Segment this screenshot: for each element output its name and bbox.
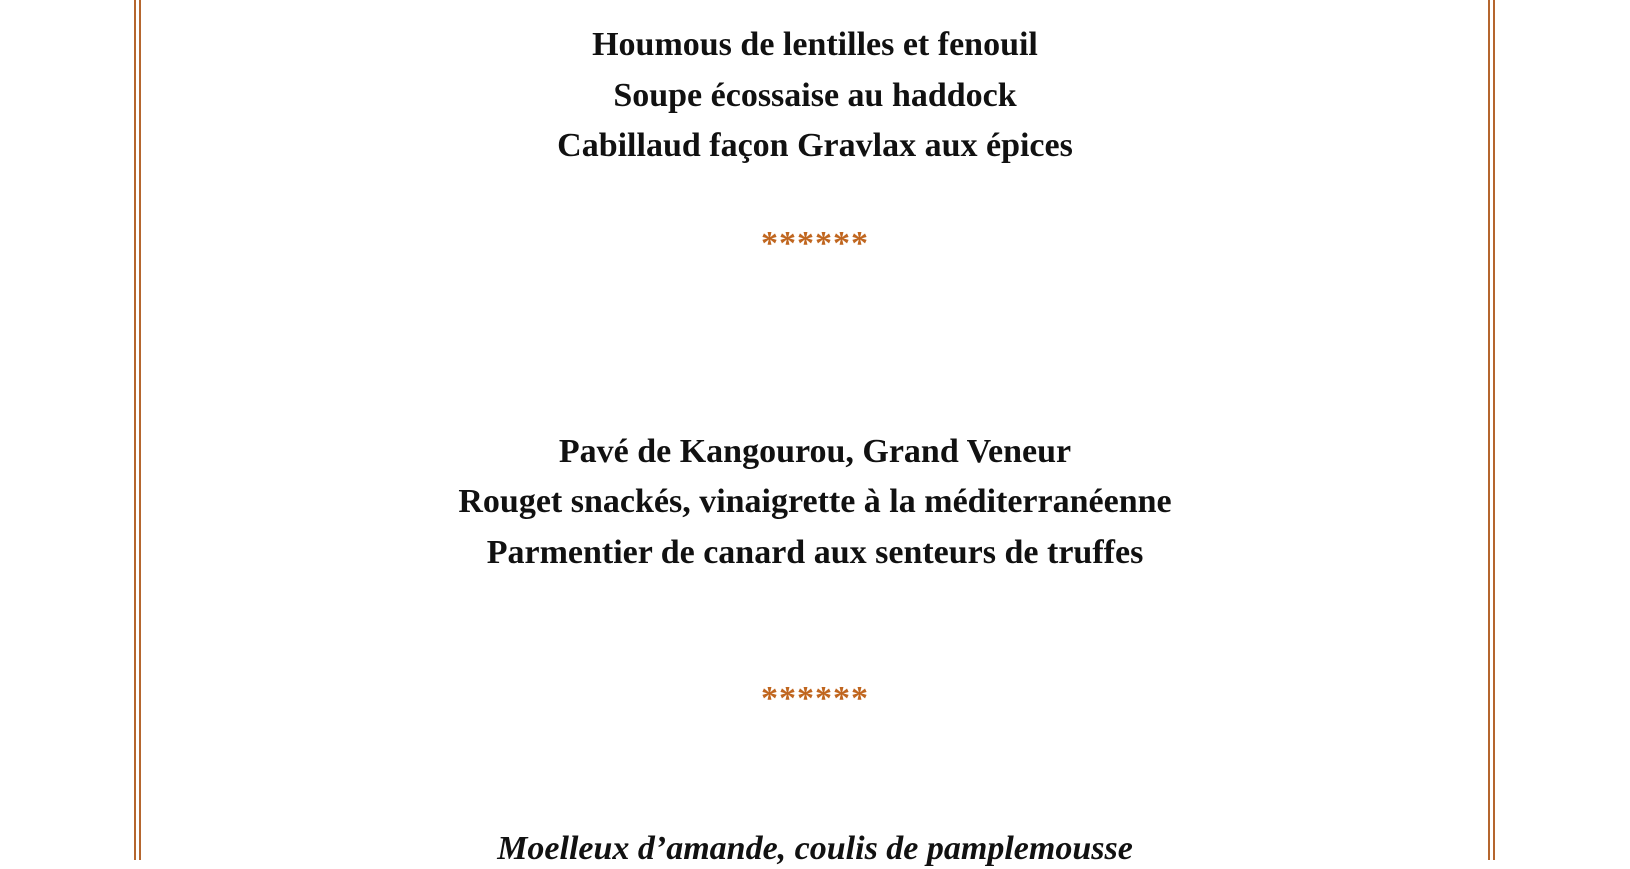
- course-separator: ******: [761, 680, 869, 717]
- main-dish: Pavé de Kangourou, Grand Veneur: [558, 433, 1072, 470]
- starter-dish: Soupe écossaise au haddock: [613, 77, 1017, 114]
- main-dish: Rouget snackés, vinaigrette à la méditerranéenne: [458, 483, 1172, 520]
- main-dish: Parmentier de canard aux senteurs de truffes: [486, 534, 1144, 571]
- course-separator: ******: [761, 225, 869, 262]
- dessert-dish: Moelleux d’amande, coulis de pamplemousse: [497, 830, 1133, 867]
- starter-dish: Cabillaud façon Gravlax aux épices: [557, 127, 1073, 164]
- starter-dish: Houmous de lentilles et fenouil: [592, 26, 1038, 63]
